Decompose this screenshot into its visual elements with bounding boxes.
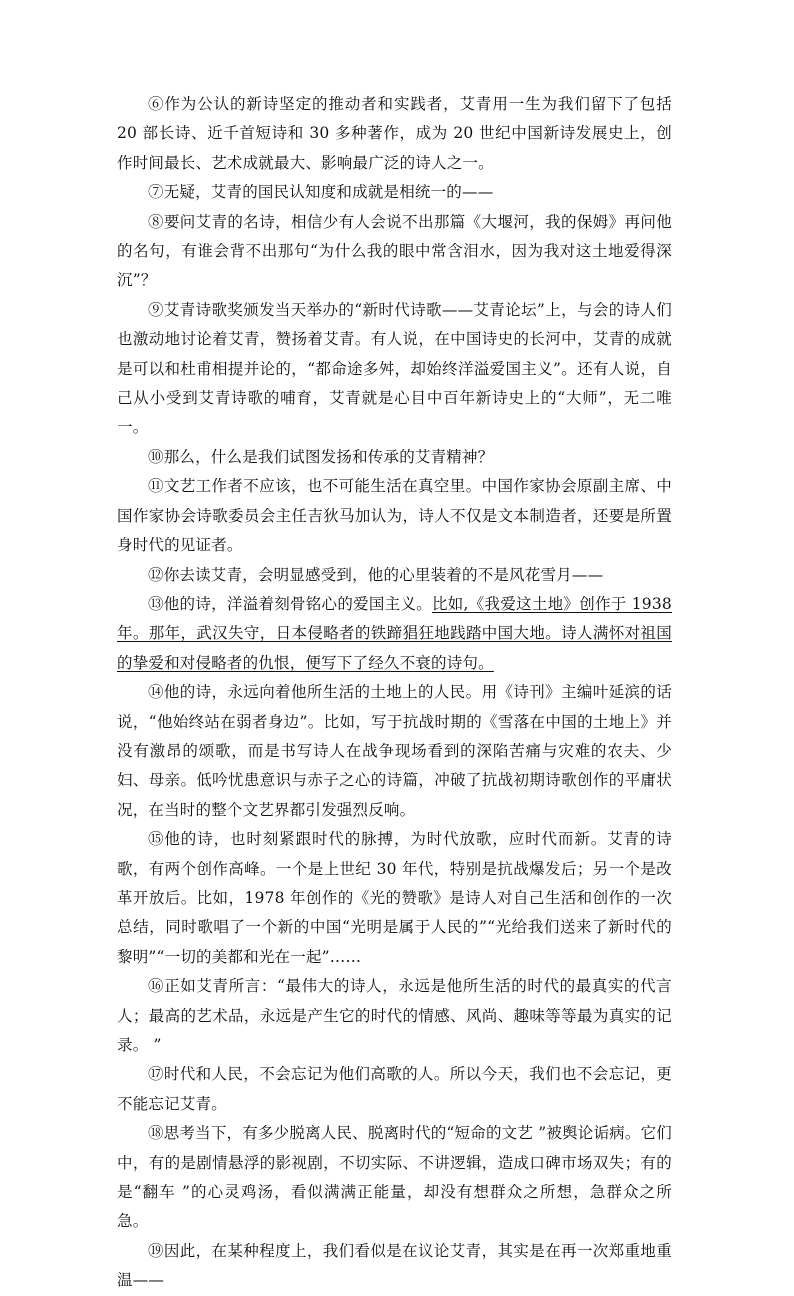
paragraph-text: ⑫你去读艾青，会明显感受到，他的心里装着的不是风花雪月—— [148, 565, 604, 584]
paragraph-text: ⑲因此，在某种程度上，我们看似是在议论艾青，其实是在再一次郑重地重温—— [117, 1241, 672, 1290]
paragraph-text: ⑮他的诗，也时刻紧跟时代的脉搏，为时代放歌，应时代而新。艾青的诗歌，有两个创作高峰。一个是上世纪 30 年代，特别是抗战爆发后；另一个是改革开放后。比如，1978 年创作的《光的赞歌》是诗人对自己生活和创作的一次总结，同时歌唱了一个新的中国“光明是属于人民的”“光给我们送来了新时代的黎明”“一切的美都和光在一起”…… [117, 830, 672, 966]
paragraph-7 [117, 178, 672, 207]
paragraph-13 [117, 590, 672, 678]
paragraph-text: ⑭他的诗，永远向着他所生活的土地上的人民。用《诗刊》主编叶延滨的话说，“他始终站在弱者身边”。比如，写于抗战时期的《雪落在中国的土地上》并没有激昂的颂歌，而是书写诗人在战争现场看到的深陷苦痛与灾难的农夫、少妇、母亲。低吟忧患意识与赤子之心的诗篇，冲破了抗战初期诗歌创作的平庸状况，在当时的整个文艺界都引发强烈反响。 [117, 683, 672, 819]
underlined-passage: 比如,《我爱这土地》创作于 1938 年。那年，武汉失守，日本侵略者的铁蹄猖狂地践踏中国大地。诗人满怀对祖国的挚爱和对侵略者的仇恨，便写下了经久不衰的诗句。 [117, 594, 672, 672]
paragraph-text: ⑨艾青诗歌奖颁发当天举办的“新时代诗歌——艾青论坛”上，与会的诗人们也激动地讨论着艾青，赞扬着艾青。有人说，在中国诗史的长河中，艾青的成就是可以和杜甫相提并论的，“都命途多舛，却始终洋溢爱国主义”。还有人说，自己从小受到艾青诗歌的哺育，艾青就是心目中百年新诗史上的“大师”，无二唯一。 [117, 300, 672, 437]
paragraph-8 [117, 208, 672, 296]
paragraph-text: ⑪文艺工作者不应该，也不可能生活在真空里。中国作家协会原副主席、中国作家协会诗歌委员会主任吉狄马加认为，诗人不仅是文本制造者，还要是所置身时代的见证者。 [117, 477, 672, 555]
paragraph-9 [117, 296, 672, 443]
paragraph-6 [117, 90, 672, 178]
paragraph-text: ⑥作为公认的新诗坚定的推动者和实践者，艾青用一生为我们留下了包括 20 部长诗、近千首短诗和 30 多种著作，成为 20 世纪中国新诗发展史上，创作时间最长、艺术成就最大、影响最广泛的诗人之一。 [117, 95, 672, 172]
paragraph-text: ⑬他的诗，洋溢着刻骨铭心的爱国主义。 [148, 594, 432, 613]
paragraph-15 [117, 825, 672, 972]
paragraph-19 [117, 1237, 672, 1296]
paragraph-18 [117, 1119, 672, 1237]
paragraph-text: ⑧要问艾青的名诗，相信少有人会说不出那篇《大堰河，我的保姆》再问他的名句，有谁会背不出那句“为什么我的眼中常含泪水，因为我对这土地爱得深沉”？ [117, 212, 672, 290]
paragraph-text: ⑯正如艾青所言：“最伟大的诗人，永远是他所生活的时代的最真实的代言人；最高的艺术品，永远是产生它的时代的情感、风尚、趣味等等最为真实的记录。 ” [117, 977, 672, 1054]
document-page [117, 90, 672, 1296]
paragraph-14 [117, 678, 672, 825]
paragraph-text: ⑱思考当下，有多少脱离人民、脱离时代的“短命的文艺 ”被舆论诟病。它们中，有的是剧情悬浮的影视剧，不切实际、不讲逻辑，造成口碑市场双失；有的是“翻车 ”的心灵鸡汤，看似满满正能量，却没有想群众之所想，急群众之所急。 [117, 1124, 672, 1231]
paragraph-11 [117, 472, 672, 560]
paragraph-10 [117, 443, 672, 472]
paragraph-16 [117, 972, 672, 1060]
paragraph-text: ⑰时代和人民，不会忘记为他们高歌的人。所以今天，我们也不会忘记，更不能忘记艾青。 [117, 1065, 672, 1113]
paragraph-17 [117, 1060, 672, 1119]
paragraph-text: ⑩那么，什么是我们试图发扬和传承的艾青精神？ [148, 447, 494, 466]
paragraph-12 [117, 561, 672, 590]
paragraph-text: ⑦无疑，艾青的国民认知度和成就是相统一的—— [148, 183, 494, 202]
